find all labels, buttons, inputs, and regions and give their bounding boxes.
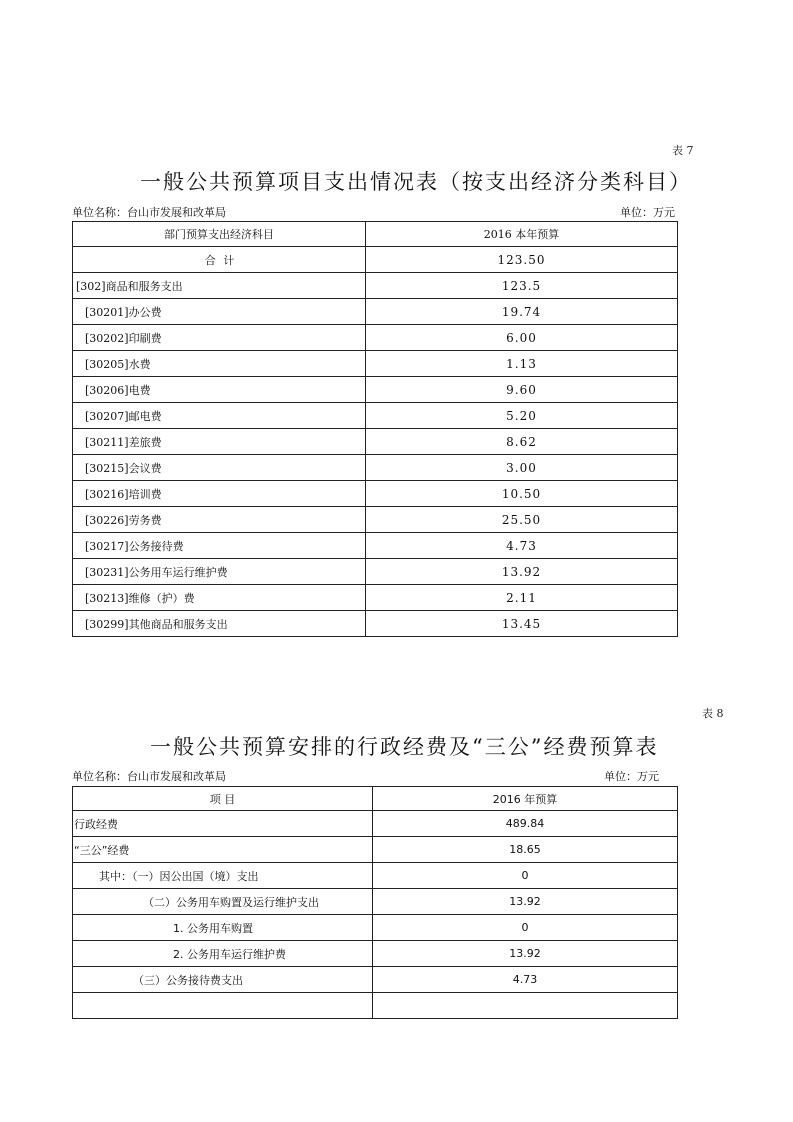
table-row [73, 351, 678, 377]
row-label: 合 计 [73, 247, 366, 273]
table-row [73, 533, 678, 559]
column-header: 项 目 [73, 787, 373, 811]
row-label: 其中：（一）因公出国（境）支出 [73, 863, 373, 889]
row-label: [30217]公务接待费 [73, 533, 366, 559]
row-value: 13.45 [366, 611, 678, 637]
table-number-label: 表 7 [672, 144, 694, 157]
expenditure-table [72, 221, 678, 637]
row-value: 4.73 [373, 967, 678, 993]
unit-label: 单位：万元 [604, 770, 659, 783]
row-label: [30213]维修（护）费 [73, 585, 366, 611]
row-label: [30201]办公费 [73, 299, 366, 325]
row-value: 123.5 [366, 273, 678, 299]
row-label: 1. 公务用车购置 [73, 915, 373, 941]
table-row [73, 837, 678, 863]
table-row [73, 481, 678, 507]
unit-label: 单位：万元 [620, 206, 675, 219]
table-row [73, 915, 678, 941]
row-value [373, 993, 678, 1019]
table-row [73, 325, 678, 351]
row-value: 13.92 [366, 559, 678, 585]
table-row [73, 429, 678, 455]
row-value: 6.00 [366, 325, 678, 351]
row-value: 19.74 [366, 299, 678, 325]
row-label: [30231]公务用车运行维护费 [73, 559, 366, 585]
row-label: [30215]会议费 [73, 455, 366, 481]
row-value: 18.65 [373, 837, 678, 863]
column-header: 2016 本年预算 [366, 222, 678, 247]
row-label: [30211]差旅费 [73, 429, 366, 455]
row-label: [30205]水费 [73, 351, 366, 377]
section-title: 一般公共预算安排的行政经费及“三公”经费预算表 [150, 735, 659, 759]
row-value: 13.92 [373, 941, 678, 967]
row-value: 4.73 [366, 533, 678, 559]
row-label: （三）公务接待费支出 [73, 967, 373, 993]
row-value: 13.92 [373, 889, 678, 915]
row-value: 8.62 [366, 429, 678, 455]
table-row [73, 585, 678, 611]
table-row [73, 967, 678, 993]
admin-expense-table [72, 786, 678, 1019]
table-row [73, 377, 678, 403]
row-label: 行政经费 [73, 811, 373, 837]
row-label: （二）公务用车购置及运行维护支出 [73, 889, 373, 915]
table-row [73, 559, 678, 585]
row-value: 10.50 [366, 481, 678, 507]
table-row [73, 403, 678, 429]
row-value: 1.13 [366, 351, 678, 377]
table-number-label: 表 8 [702, 707, 724, 720]
column-header: 2016 年预算 [373, 787, 678, 811]
table-row [73, 247, 678, 273]
table-header-row [73, 222, 678, 247]
unit-name-label: 单位名称：台山市发展和改革局 [72, 206, 226, 219]
row-value: 489.84 [373, 811, 678, 837]
row-label [73, 993, 373, 1019]
row-value: 123.50 [366, 247, 678, 273]
table-row [73, 993, 678, 1019]
table-row [73, 273, 678, 299]
row-value: 3.00 [366, 455, 678, 481]
row-value: 5.20 [366, 403, 678, 429]
table-row [73, 507, 678, 533]
row-label: “三公”经费 [73, 837, 373, 863]
row-value: 9.60 [366, 377, 678, 403]
row-label: [30206]电费 [73, 377, 366, 403]
table-row [73, 455, 678, 481]
table-row [73, 889, 678, 915]
page-title: 一般公共预算项目支出情况表（按支出经济分类科目） [140, 170, 692, 194]
row-label: [30202]印刷费 [73, 325, 366, 351]
row-value: 0 [373, 915, 678, 941]
table-row [73, 811, 678, 837]
table-row [73, 863, 678, 889]
row-value: 25.50 [366, 507, 678, 533]
table-row [73, 941, 678, 967]
row-label: [30207]邮电费 [73, 403, 366, 429]
row-label: [30226]劳务费 [73, 507, 366, 533]
unit-name-label: 单位名称：台山市发展和改革局 [72, 770, 226, 783]
row-value: 0 [373, 863, 678, 889]
table-header-row [73, 787, 678, 811]
table-row [73, 611, 678, 637]
row-label: [302]商品和服务支出 [73, 273, 366, 299]
row-label: 2. 公务用车运行维护费 [73, 941, 373, 967]
row-value: 2.11 [366, 585, 678, 611]
row-label: [30299]其他商品和服务支出 [73, 611, 366, 637]
column-header: 部门预算支出经济科目 [73, 222, 366, 247]
table-row [73, 299, 678, 325]
row-label: [30216]培训费 [73, 481, 366, 507]
